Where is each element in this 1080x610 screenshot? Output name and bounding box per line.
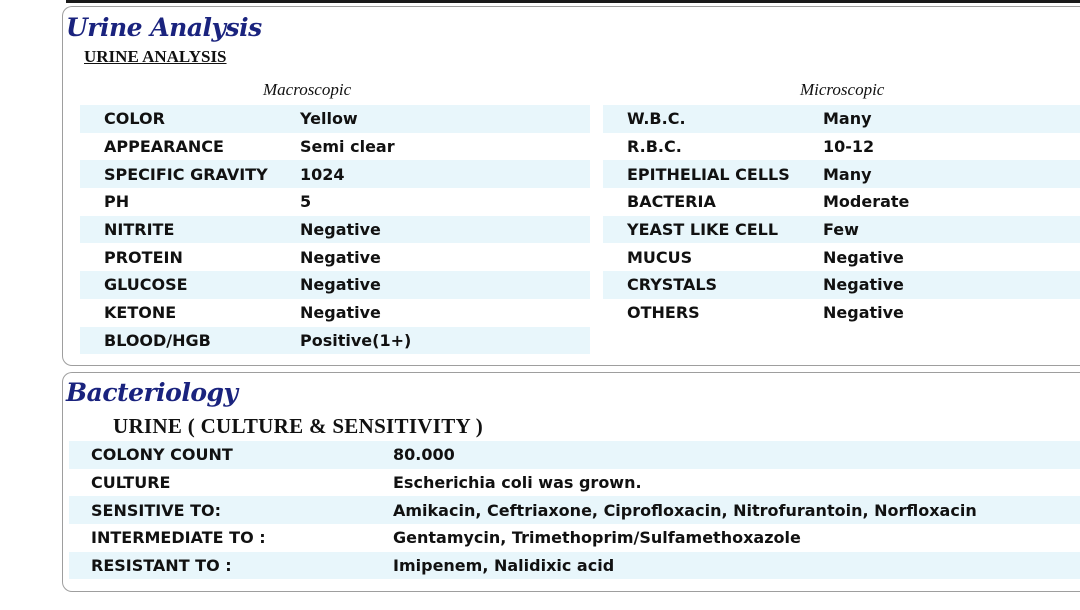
- row-value: Imipenem, Nalidixic acid: [393, 552, 1080, 580]
- row-value: Negative: [823, 271, 1080, 299]
- bacteriology-section-title: Bacteriology: [66, 378, 238, 407]
- bacteriology-panel: [62, 372, 1080, 592]
- table-row: [603, 160, 1080, 188]
- row-value: Negative: [823, 303, 904, 323]
- row-value: 80.000: [393, 441, 1080, 469]
- row-value: 1024: [300, 160, 590, 188]
- culture-sensitivity-table: [69, 441, 1080, 579]
- row-value: Negative: [300, 247, 381, 267]
- bacteriology-subtitle: URINE ( CULTURE & SENSITIVITY ): [113, 414, 484, 438]
- table-row: [80, 271, 590, 299]
- row-label: CULTURE: [91, 473, 171, 493]
- row-value: Moderate: [823, 192, 910, 212]
- table-row: [80, 160, 590, 188]
- row-label: INTERMEDIATE TO :: [91, 528, 266, 548]
- row-value: Gentamycin, Trimethoprim/Sulfamethoxazole: [393, 528, 801, 548]
- row-label: SPECIFIC GRAVITY: [80, 160, 300, 188]
- table-row: [603, 105, 1080, 133]
- row-value: 5: [300, 192, 312, 212]
- row-value: Many: [823, 105, 1080, 133]
- table-row: [80, 243, 590, 271]
- row-label: OTHERS: [627, 303, 700, 323]
- row-label: PH: [104, 192, 130, 212]
- row-value: Positive(1+): [300, 327, 590, 355]
- table-row: [603, 243, 1080, 271]
- macroscopic-heading: Macroscopic: [263, 80, 352, 99]
- table-row: [69, 524, 1080, 552]
- row-label: CRYSTALS: [603, 271, 823, 299]
- table-row: [80, 327, 590, 355]
- row-label: YEAST LIKE CELL: [603, 216, 823, 244]
- row-value: 10-12: [823, 137, 875, 157]
- row-label: APPEARANCE: [104, 137, 224, 157]
- row-label: BACTERIA: [627, 192, 716, 212]
- table-row: [69, 441, 1080, 469]
- row-label: RESISTANT TO :: [69, 552, 393, 580]
- top-border-line: [66, 0, 1080, 3]
- row-value: Semi clear: [300, 137, 395, 157]
- row-label: EPITHELIAL CELLS: [603, 160, 823, 188]
- row-label: SENSITIVE TO:: [69, 496, 393, 524]
- urine-section-title: Urine Analysis: [66, 13, 262, 42]
- urine-analysis-panel: [62, 6, 1080, 366]
- row-value: Many: [823, 160, 1080, 188]
- row-label: KETONE: [104, 303, 177, 323]
- row-value: Negative: [300, 216, 590, 244]
- table-row: [603, 271, 1080, 299]
- table-row: [69, 552, 1080, 580]
- row-label: R.B.C.: [627, 137, 682, 157]
- macroscopic-table: [80, 105, 590, 354]
- row-label: PROTEIN: [104, 247, 183, 267]
- row-label: W.B.C.: [603, 105, 823, 133]
- row-value: Negative: [823, 247, 904, 267]
- table-row: [80, 216, 590, 244]
- row-value: Amikacin, Ceftriaxone, Ciprofloxacin, Nitrofurantoin, Norfloxacin: [393, 496, 1080, 524]
- table-row: [80, 188, 590, 216]
- row-label: GLUCOSE: [80, 271, 300, 299]
- table-row: [69, 469, 1080, 497]
- row-value: Yellow: [300, 105, 590, 133]
- row-label: MUCUS: [627, 247, 693, 267]
- microscopic-table: [603, 105, 1080, 327]
- table-row: [80, 105, 590, 133]
- row-value: Escherichia coli was grown.: [393, 473, 642, 493]
- table-row: [80, 133, 590, 161]
- row-value: Negative: [300, 271, 590, 299]
- row-value: Negative: [300, 303, 381, 323]
- table-row: [603, 133, 1080, 161]
- table-row: [603, 299, 1080, 327]
- row-label: COLONY COUNT: [69, 441, 393, 469]
- microscopic-heading: Microscopic: [800, 80, 885, 99]
- row-label: NITRITE: [80, 216, 300, 244]
- urine-subtitle: URINE ANALYSIS: [84, 47, 227, 66]
- row-value: Few: [823, 216, 1080, 244]
- table-row: [603, 188, 1080, 216]
- table-row: [80, 299, 590, 327]
- table-row: [603, 216, 1080, 244]
- table-row: [69, 496, 1080, 524]
- row-label: COLOR: [80, 105, 300, 133]
- row-label: BLOOD/HGB: [80, 327, 300, 355]
